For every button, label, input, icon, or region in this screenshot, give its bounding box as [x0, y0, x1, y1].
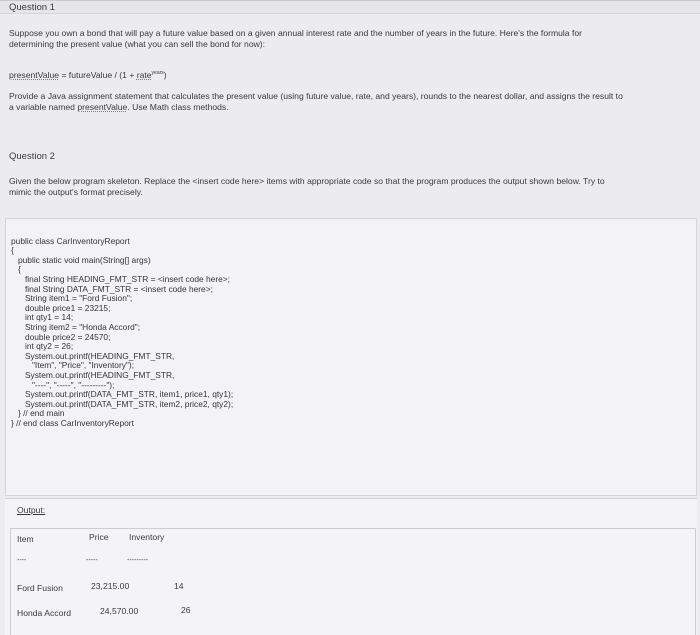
code-line: System.out.printf(HEADING_FMT_STR,: [11, 350, 175, 361]
code-line: double price1 = 23215;: [11, 302, 111, 313]
code-line: public static void main(String[] args): [11, 254, 151, 265]
output-dash-item: ----: [17, 557, 27, 564]
question-2-header: [0, 150, 700, 164]
q2-intro-line2: mimic the output's format precisely.: [9, 187, 143, 197]
output-dash-inventory: ---------: [127, 557, 148, 564]
output-header-item: Item: [17, 534, 34, 544]
output-row-2-item: Honda Accord: [17, 608, 71, 618]
q1-intro-line2: determining the present value (what you can sell the bond for now):: [9, 39, 266, 49]
code-line: final String HEADING_FMT_STR = <insert code here>;: [11, 273, 230, 284]
output-row-2-price: 24,570.00: [100, 606, 139, 616]
formula-end: ): [163, 69, 167, 80]
code-block: [11, 227, 233, 438]
formula-middle: = futureValue / (1 +: [59, 69, 137, 80]
output-row-1-inventory: 14: [174, 581, 184, 591]
q1-formula: [9, 68, 167, 81]
output-header-inventory: Inventory: [129, 532, 165, 542]
code-line: } // end class CarInventoryReport: [11, 417, 134, 428]
task-post: . Use Math class methods.: [127, 102, 229, 112]
formula-rate: rate: [136, 69, 152, 80]
q2-intro-line1: Given the below program skeleton. Replace the <insert code here> items with appropriate code so that the program produces the output shown below. Try to: [9, 176, 605, 186]
formula-exponent: years: [151, 70, 164, 76]
question-2-title: Question 2: [9, 151, 55, 162]
q1-task-line1: Provide a Java assignment statement that calculates the present value (using future value, rate, and years), rounds to the nearest dollar, and assigns the result to: [9, 91, 623, 101]
code-line: final String DATA_FMT_STR = <insert code here>;: [11, 283, 213, 294]
question-1-header: [0, 0, 700, 14]
code-line: int qty2 = 26;: [11, 341, 74, 352]
code-line: String item2 = "Honda Accord";: [11, 321, 141, 332]
formula-present-value: presentValue: [9, 69, 60, 80]
q1-task-line2: [9, 102, 229, 113]
code-line: public class CarInventoryReport: [11, 235, 130, 246]
code-line: System.out.printf(DATA_FMT_STR, item1, price1, qty1);: [11, 389, 234, 400]
code-line: {: [11, 264, 21, 275]
question-1-title: Question 1: [9, 2, 55, 13]
output-header-price: Price: [89, 532, 109, 542]
code-line: double price2 = 24570;: [11, 331, 111, 342]
output-dash-price: -----: [86, 557, 98, 564]
task-variable: presentValue: [77, 102, 128, 112]
code-line: "Item", "Price", "Inventory");: [11, 360, 135, 371]
code-line: "----", "-----", "---------");: [11, 379, 115, 390]
code-line: System.out.printf(DATA_FMT_STR, item2, price2, qty2);: [11, 398, 234, 409]
output-row-2-inventory: 26: [181, 605, 191, 615]
code-line: System.out.printf(HEADING_FMT_STR,: [11, 369, 175, 380]
code-line: String item1 = "Ford Fusion";: [11, 293, 133, 304]
output-row-1-price: 23,215.00: [91, 581, 130, 591]
output-label: Output:: [17, 505, 46, 515]
output-row-1-item: Ford Fusion: [17, 583, 63, 593]
code-line: int qty1 = 14;: [11, 312, 74, 323]
code-line: } // end main: [11, 408, 65, 419]
q1-intro-line1: Suppose you own a bond that will pay a future value based on a given annual interest rate and the number of years in the future. Here's the formula for: [9, 28, 582, 38]
code-line: {: [11, 245, 14, 256]
task-pre: a variable named: [9, 102, 78, 112]
